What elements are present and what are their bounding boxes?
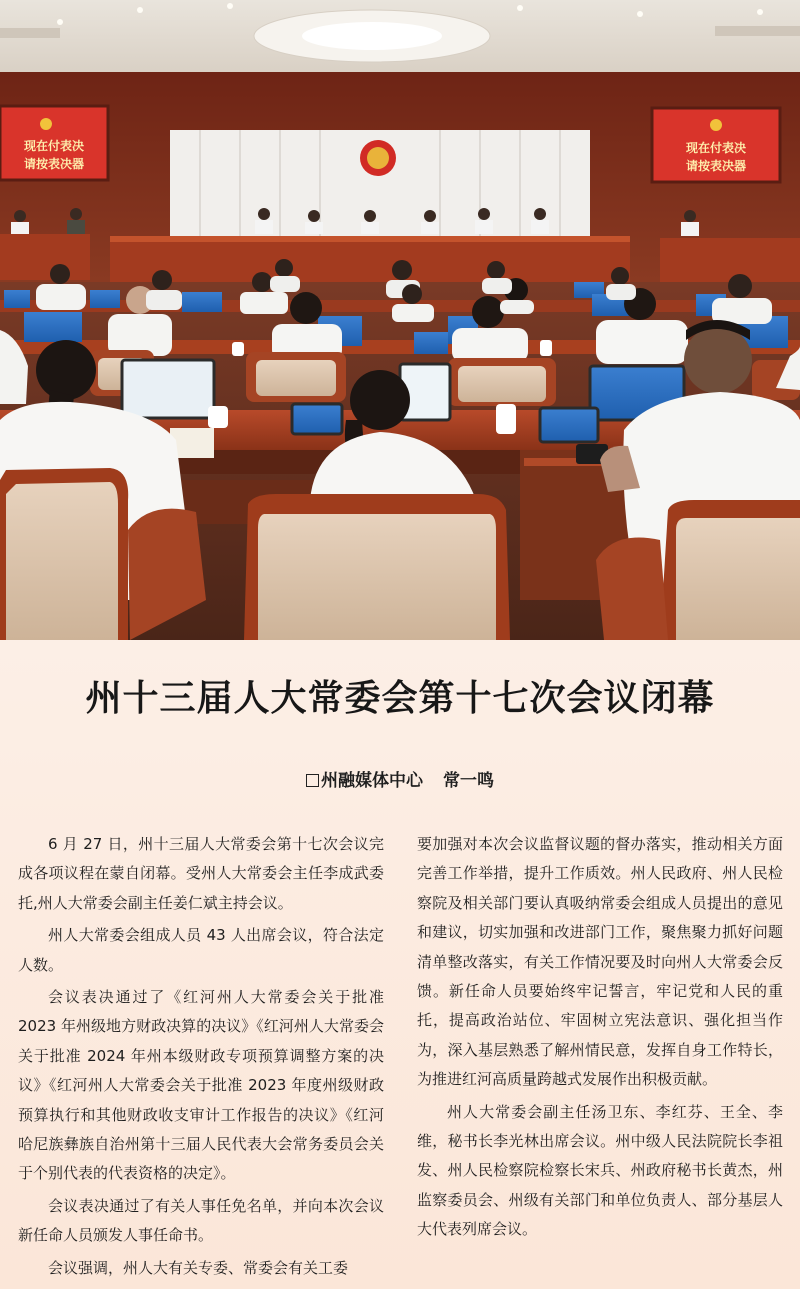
byline-org: 州融媒体中心 [321, 771, 423, 791]
article-headline: 州十三届人大常委会第十七次会议闭幕 [85, 678, 715, 719]
article-paragraph: 州人大常委会副主任汤卫东、李红芬、王全、李维，秘书长李光林出席会议。州中级人民法院院长李祖发、州人民检察院检察长宋兵、州政府秘书长黄杰，州监察委员会、州级有关部门和单位负责人、部分基层人大代表列席会议。 [417, 1102, 783, 1239]
left-screen-line-1: 现在付表决 [23, 139, 85, 153]
article-paragraph: 6 月 27 日，州十三届人大常委会第十七次会议完成各项议程在蒙自闭幕。受州人大常委会主任李成武委托,州人大常委会副主任姜仁斌主持会议。 [18, 835, 384, 912]
article-paragraph-continued: 要加强对本次会议监督议题的督办落实，推动相关方面完善工作举措，提升工作质效。州人民政府、州人民检察院及相关部门要认真吸纳常委会组成人员提出的意见和建议，切实加强和改进部门工作，聚焦聚力抓好问题清单整改落实，有关工作情况要及时向州人大常委会反馈。新任命人员要始终牢记誓言，牢记党和人民的重托，提高政治站位、牢固树立宪法意识、强化担当作为，深入基层熟悉了解州情民意，发挥自身工作特长，为推进红河高质量跨越式发展作出积极贡献。 [417, 835, 783, 1089]
byline [0, 766, 800, 791]
article-paragraph: 会议表决通过了《红河州人大常委会关于批准 2023 年州级地方财政决算的决议》《红河州人大常委会关于批准 2024 年州本级财政专项预算调整方案的决议》《红河州人大常委会关于批准 2023 年度州级财政预算执行和其他财政收支审计工作报告的决议》《红河哈尼族彝族自治州第十三届人民代表大会常务委员会关于个别代表的代表资格的决定》。 [18, 988, 384, 1183]
article-paragraph: 会议强调，州人大有关专委、常委会有关工委 [48, 1258, 349, 1277]
meeting-photo [0, 0, 800, 640]
byline-author: 常一鸣 [443, 771, 494, 791]
right-screen-line-2: 请按表决器 [685, 159, 747, 173]
article-paragraph: 州人大常委会组成人员 43 人出席会议，符合法定人数。 [18, 926, 384, 974]
right-screen-line-1: 现在付表决 [685, 141, 747, 155]
byline-square-icon [306, 774, 319, 787]
article [0, 640, 800, 1289]
article-column-right [417, 830, 783, 1248]
left-screen-line-2: 请按表决器 [23, 157, 85, 171]
article-column-left [18, 830, 384, 1286]
article-paragraph: 会议表决通过了有关人事任免名单，并向本次会议新任命人员颁发人事任命书。 [18, 1196, 384, 1245]
